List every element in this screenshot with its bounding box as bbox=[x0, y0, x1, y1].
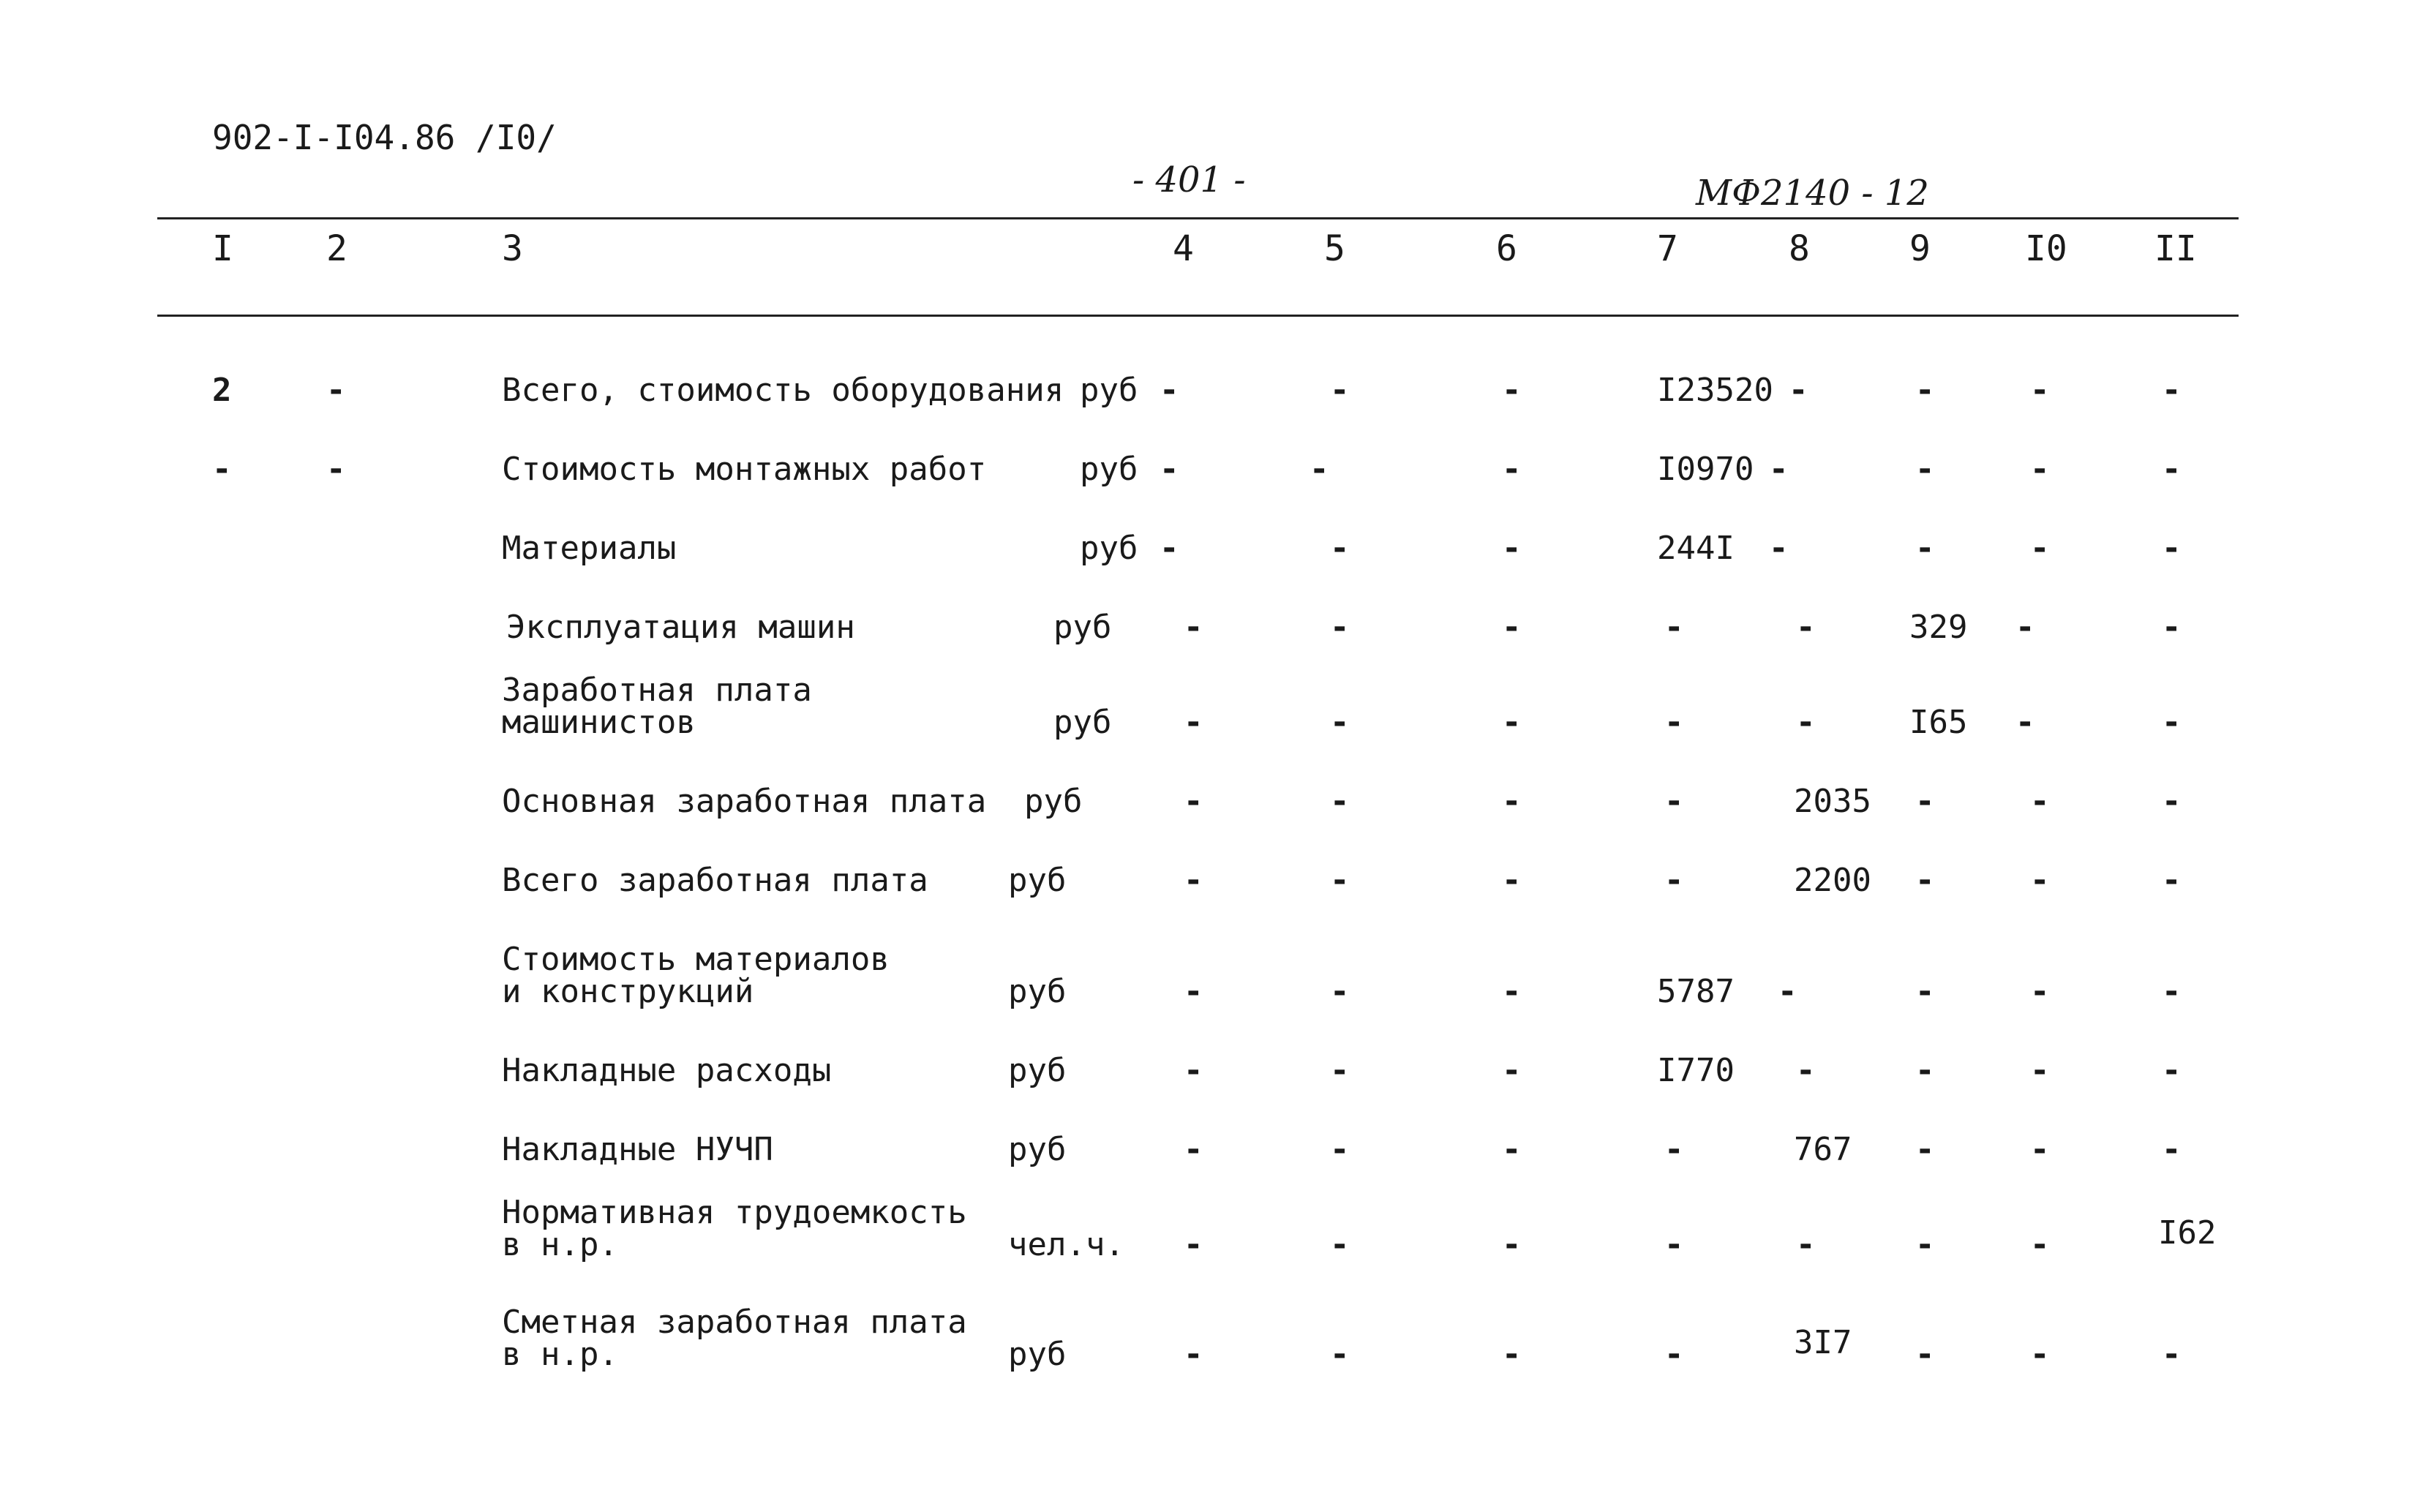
cell-col6: - bbox=[1502, 451, 1522, 488]
cell-col5: - bbox=[1330, 1131, 1350, 1168]
cell-col9: - bbox=[1915, 783, 1935, 820]
cell-col9: 329 bbox=[1909, 609, 1968, 646]
cell-col4: - bbox=[1184, 704, 1203, 741]
cell-col4: - bbox=[1184, 609, 1203, 646]
cell-col6: - bbox=[1502, 704, 1522, 741]
cell-col10: - bbox=[2030, 451, 2050, 488]
cell-col10: - bbox=[2030, 530, 2050, 567]
column-number: I0 bbox=[2025, 228, 2067, 269]
cell-unit: руб bbox=[1080, 372, 1138, 409]
cell-unit: руб bbox=[1080, 530, 1138, 567]
cell-item-name-line1: Нормативная трудоемкость bbox=[502, 1194, 967, 1231]
cell-col10: - bbox=[2030, 1131, 2050, 1168]
cell-col8: 3I7 bbox=[1794, 1324, 1852, 1361]
cell-col9: - bbox=[1915, 1226, 1935, 1263]
cell-item-name: Всего заработная плата bbox=[502, 862, 928, 899]
cell-col10: - bbox=[2030, 1052, 2050, 1089]
cell-col6: - bbox=[1502, 1226, 1522, 1263]
cell-col7: - bbox=[1664, 783, 1684, 820]
column-number: II bbox=[2154, 228, 2197, 269]
cell-unit: руб bbox=[1080, 451, 1138, 488]
cell-col8: - bbox=[1789, 372, 1808, 409]
cell-col11: - bbox=[2162, 1052, 2182, 1089]
cell-col8: 767 bbox=[1794, 1131, 1852, 1168]
cell-col6: - bbox=[1502, 1131, 1522, 1168]
column-number: 6 bbox=[1496, 228, 1517, 269]
cell-col4: - bbox=[1160, 451, 1179, 488]
cell-col11: - bbox=[2162, 704, 2182, 741]
cell-col6: - bbox=[1502, 372, 1522, 409]
cell-item-name: Стоимость монтажных работ bbox=[502, 451, 987, 488]
cell-col10: - bbox=[2030, 862, 2050, 899]
cell-col8: - bbox=[1796, 1052, 1816, 1089]
cell-col11: I62 bbox=[2158, 1214, 2217, 1252]
cell-item-name-line2: в н.р. bbox=[502, 1336, 618, 1373]
cell-item-name: Материалы bbox=[502, 530, 677, 567]
cell-item-name-line1: Сметная заработная плата bbox=[502, 1304, 967, 1341]
cell-unit: руб bbox=[1008, 973, 1067, 1010]
cell-col4: - bbox=[1184, 862, 1203, 899]
cell-unit: руб bbox=[1024, 783, 1083, 820]
cell-col11: - bbox=[2162, 1131, 2182, 1168]
cell-col4: - bbox=[1184, 1052, 1203, 1089]
cell-col6: - bbox=[1502, 609, 1522, 646]
cell-unit: руб bbox=[1053, 609, 1112, 646]
cell-col7: - bbox=[1664, 862, 1684, 899]
page-number: - 401 - bbox=[1132, 159, 1246, 200]
cell-unit: руб bbox=[1008, 862, 1067, 899]
column-number: 3 bbox=[502, 228, 523, 269]
cell-col5: - bbox=[1330, 372, 1350, 409]
cell-col9: - bbox=[1915, 862, 1935, 899]
column-number: 2 bbox=[326, 228, 347, 269]
column-number: 5 bbox=[1324, 228, 1345, 269]
cell-col11: - bbox=[2162, 1336, 2182, 1373]
cell-col7: 244I bbox=[1657, 530, 1735, 567]
cell-col6: - bbox=[1502, 1336, 1522, 1373]
cell-item-name-line1: Стоимость материалов bbox=[502, 941, 890, 978]
cell-col6: - bbox=[1502, 530, 1522, 567]
cell-item-name-line2: в н.р. bbox=[502, 1226, 618, 1263]
cell-unit: руб bbox=[1008, 1052, 1067, 1089]
cell-col11: - bbox=[2162, 609, 2182, 646]
cell-col4: - bbox=[1184, 973, 1203, 1010]
cell-col9: I65 bbox=[1909, 704, 1968, 741]
cell-item-name-line1: Заработная плата bbox=[502, 672, 812, 709]
cell-col5: - bbox=[1330, 862, 1350, 899]
cell-unit: руб bbox=[1008, 1131, 1067, 1168]
cell-col10: - bbox=[2030, 1336, 2050, 1373]
cell-col1: - bbox=[212, 451, 232, 488]
cell-col8: - bbox=[1769, 530, 1789, 567]
cell-col8: 2035 bbox=[1794, 783, 1871, 820]
cell-col6: - bbox=[1502, 783, 1522, 820]
cell-item-name: Накладные расходы bbox=[502, 1052, 832, 1089]
cell-col7: 5787 bbox=[1657, 973, 1735, 1010]
column-number: 9 bbox=[1909, 228, 1931, 269]
cell-col10: - bbox=[2030, 783, 2050, 820]
document-code: 902-I-I04.86 /I0/ bbox=[212, 118, 557, 157]
cell-col2: - bbox=[326, 451, 346, 488]
cell-col5: - bbox=[1330, 530, 1350, 567]
cell-item-name-line2: машинистов bbox=[502, 704, 696, 741]
cell-col9: - bbox=[1915, 530, 1935, 567]
cell-col4: - bbox=[1184, 783, 1203, 820]
cell-col10: - bbox=[2030, 1226, 2050, 1263]
cell-col10: - bbox=[2030, 973, 2050, 1010]
cell-unit: руб bbox=[1008, 1336, 1067, 1373]
cell-unit: руб bbox=[1053, 704, 1112, 741]
column-number: 4 bbox=[1173, 228, 1194, 269]
cell-item-name: Всего, стоимость оборудования bbox=[502, 372, 1064, 409]
cell-col1: 2 bbox=[212, 372, 232, 409]
cell-col4: - bbox=[1160, 372, 1179, 409]
cell-col7: I23520 bbox=[1657, 372, 1773, 409]
cell-col5: - bbox=[1330, 609, 1350, 646]
cell-col8: - bbox=[1796, 609, 1816, 646]
cell-unit: чел.ч. bbox=[1008, 1226, 1124, 1263]
cell-col4: - bbox=[1184, 1131, 1203, 1168]
cell-col9: - bbox=[1915, 1052, 1935, 1089]
column-number: 8 bbox=[1789, 228, 1810, 269]
cell-col7: I0970 bbox=[1657, 451, 1754, 488]
column-number: 7 bbox=[1657, 228, 1678, 269]
cell-col10: - bbox=[2015, 609, 2035, 646]
cell-col8: - bbox=[1769, 451, 1789, 488]
cell-col7: - bbox=[1664, 1226, 1684, 1263]
cell-col10: - bbox=[2030, 372, 2050, 409]
cell-item-name: Накладные НУЧП bbox=[502, 1131, 773, 1168]
cell-col11: - bbox=[2162, 783, 2182, 820]
cell-col10: - bbox=[2015, 704, 2035, 741]
cell-col7: - bbox=[1664, 1131, 1684, 1168]
cell-col7: - bbox=[1664, 704, 1684, 741]
cell-col9: - bbox=[1915, 1336, 1935, 1373]
cell-col11: - bbox=[2162, 862, 2182, 899]
cell-col11: - bbox=[2162, 451, 2182, 488]
cell-col8: 2200 bbox=[1794, 862, 1871, 899]
header-bottom-rule bbox=[157, 315, 2239, 317]
cell-item-name-line2: и конструкций bbox=[502, 973, 754, 1010]
cell-col6: - bbox=[1502, 862, 1522, 899]
cell-item-name: Основная заработная плата bbox=[502, 783, 987, 820]
cell-col5: - bbox=[1330, 1226, 1350, 1263]
cell-col2: - bbox=[326, 372, 346, 409]
cell-col9: - bbox=[1915, 1131, 1935, 1168]
cell-col5: - bbox=[1330, 1052, 1350, 1089]
cell-col11: - bbox=[2162, 973, 2182, 1010]
cell-col9: - bbox=[1915, 973, 1935, 1010]
cell-col8: - bbox=[1796, 704, 1816, 741]
cell-col7: I770 bbox=[1657, 1052, 1735, 1089]
cell-col7: - bbox=[1664, 1336, 1684, 1373]
cell-col4: - bbox=[1184, 1336, 1203, 1373]
cell-col9: - bbox=[1915, 451, 1935, 488]
cell-col9: - bbox=[1915, 372, 1935, 409]
cell-col11: - bbox=[2162, 530, 2182, 567]
cell-col6: - bbox=[1502, 973, 1522, 1010]
cell-col5: - bbox=[1309, 451, 1329, 488]
cell-col4: - bbox=[1160, 530, 1179, 567]
cell-col7: - bbox=[1664, 609, 1684, 646]
cell-col8: - bbox=[1796, 1226, 1816, 1263]
cell-col5: - bbox=[1330, 973, 1350, 1010]
cell-col6: - bbox=[1502, 1052, 1522, 1089]
cell-col5: - bbox=[1330, 704, 1350, 741]
cell-col4: - bbox=[1184, 1226, 1203, 1263]
cell-col5: - bbox=[1330, 1336, 1350, 1373]
sheet-code: МФ2140 - 12 bbox=[1696, 173, 1929, 214]
table-top-rule bbox=[157, 217, 2239, 219]
cell-item-name: Эксплуатация машин bbox=[506, 609, 855, 646]
cell-col5: - bbox=[1330, 783, 1350, 820]
column-number: I bbox=[212, 228, 233, 269]
cell-col8: - bbox=[1778, 973, 1797, 1010]
cell-col11: - bbox=[2162, 372, 2182, 409]
